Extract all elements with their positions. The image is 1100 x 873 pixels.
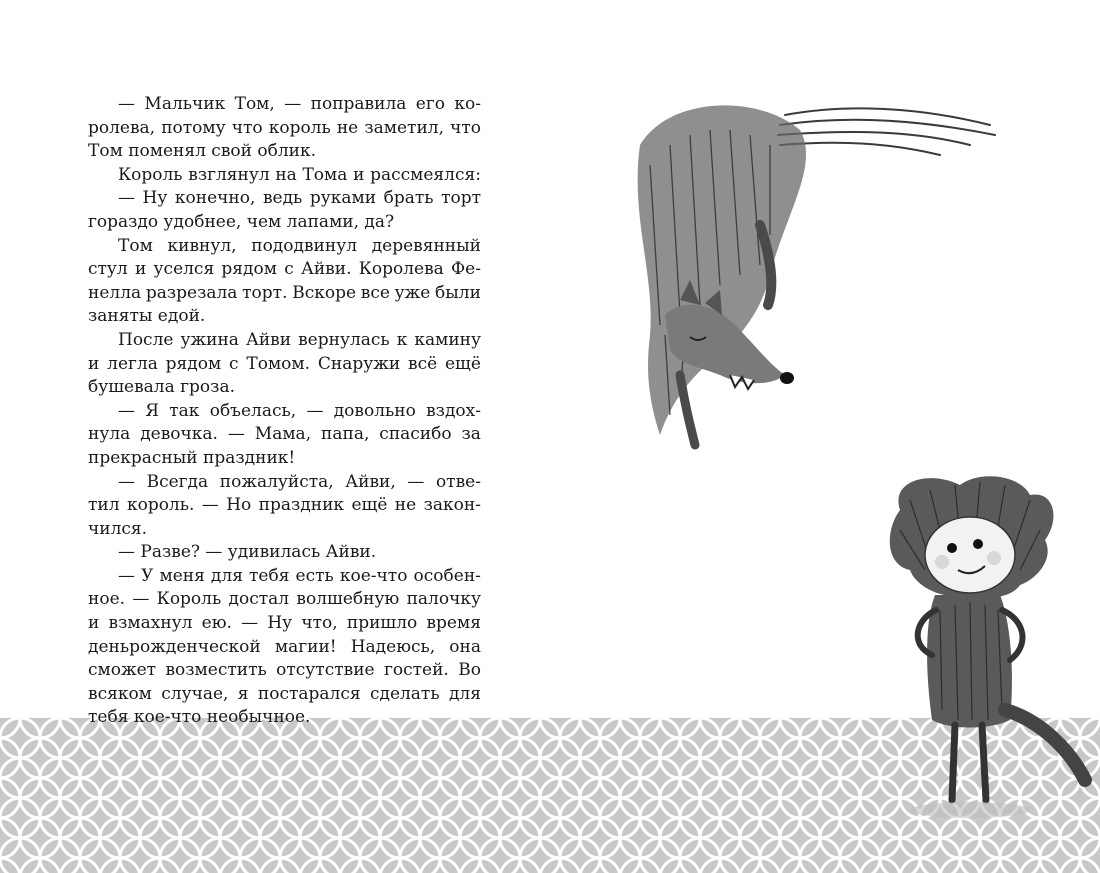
text-line: ролева, потому что король не заметил, что	[88, 117, 481, 138]
text-line: всяком случае, я постарался сделать для	[88, 683, 481, 704]
text-line: тил король. — Но праздник ещё не закон-	[88, 495, 481, 516]
text-line: нула девочка. — Мама, папа, спасибо за	[88, 424, 481, 445]
wolf-illustration	[610, 75, 1010, 465]
text-line: заняты едой.	[88, 306, 206, 327]
girl-illustration	[870, 470, 1095, 830]
text-line: — Я так объелась, — довольно вздох-	[118, 400, 481, 421]
text-line: тебя кое-что необычное.	[88, 707, 311, 728]
text-line: Король взглянул на Тома и рассмеялся:	[118, 164, 481, 185]
text-line: и взмахнул ею. — Ну что, пришло время	[88, 613, 481, 634]
text-line: и легла рядом с Томом. Снаружи всё ещё	[88, 353, 481, 374]
text-line: прекрасный праздник!	[88, 447, 296, 468]
text-line: — Разве? — удивилась Айви.	[118, 542, 377, 563]
text-line: стул и уселся рядом с Айви. Королева Фе-	[88, 259, 481, 280]
text-line: чился.	[88, 518, 148, 539]
text-line: — Всегда пожалуйста, Айви, — отве-	[118, 471, 481, 492]
text-line: Том поменял свой облик.	[88, 141, 316, 162]
text-line: гораздо удобнее, чем лапами, да?	[88, 211, 395, 232]
text-line: бушевала гроза.	[88, 377, 235, 398]
text-line: Том кивнул, пододвинул деревянный	[118, 235, 481, 256]
text-line: нелла разрезала торт. Вскоре все уже были	[88, 282, 481, 303]
text-line: ное. — Король достал волшебную палочку	[88, 589, 481, 610]
text-line: После ужина Айви вернулась к камину	[118, 329, 481, 350]
text-line: деньрожденческой магии! Надеюсь, она	[88, 636, 481, 657]
text-line: — У меня для тебя есть кое-что особен-	[118, 565, 481, 586]
text-line: — Мальчик Том, — поправила его ко-	[118, 94, 481, 114]
story-text	[88, 93, 481, 730]
text-line: сможет возместить отсутствие гостей. Во	[88, 660, 481, 681]
text-line: — Ну конечно, ведь руками брать торт	[118, 188, 481, 209]
